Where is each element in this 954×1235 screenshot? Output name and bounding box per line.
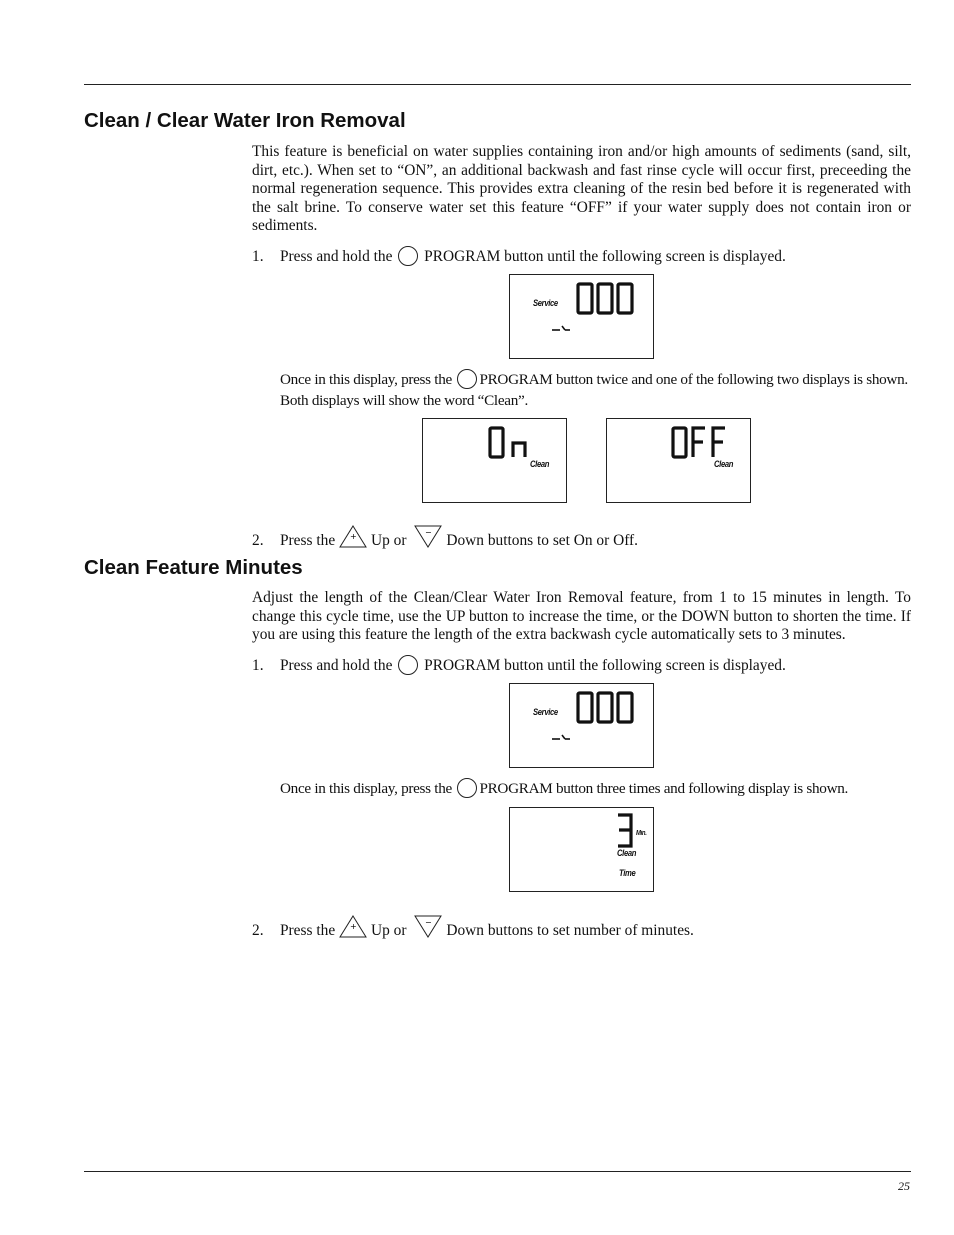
program-button-icon	[398, 246, 418, 266]
down-button-icon	[414, 525, 442, 549]
step-text-mid: Up or	[371, 922, 407, 939]
step-text-mid: Up or	[371, 532, 407, 549]
footer-rule	[84, 1171, 911, 1172]
header-rule	[84, 84, 911, 85]
step-text-before: Press the	[280, 922, 336, 939]
step-text-before: Press and hold the	[280, 248, 393, 265]
step-1	[252, 246, 922, 267]
svg-text:+: +	[350, 532, 357, 541]
lcd-label-service: Service	[533, 298, 558, 308]
note-text-before: Once in this display, press the	[280, 371, 452, 388]
step-2	[252, 525, 922, 551]
lcd-label-min: Min.	[636, 830, 647, 837]
step-number: 2.	[252, 922, 264, 939]
svg-text:−: −	[425, 528, 433, 537]
step-text-after: PROGRAM button until the following screen is displayed.	[424, 248, 786, 265]
note-text-after: PROGRAM button three times and following display is shown.	[479, 780, 849, 797]
lcd-char-F	[693, 428, 705, 457]
step-number: 1.	[252, 248, 264, 265]
note-text-before: Once in this display, press the	[280, 780, 452, 797]
lcd-label-clean: Clean	[714, 459, 734, 469]
program-note	[280, 778, 912, 799]
step-text-after: Down buttons to set On or Off.	[446, 532, 639, 549]
step-number: 1.	[252, 657, 264, 674]
program-button-icon	[457, 778, 477, 798]
step-text-before: Press and hold the	[280, 657, 393, 674]
up-button-icon	[339, 915, 367, 939]
valve-icon	[552, 326, 570, 330]
section-intro: Adjust the length of the Clean/Clear Water Iron Removal feature, from 1 to 15 minutes in length. To change this cycle time, use the UP button to increase the time, or the DOWN button to shorten the time. If you are using this feature the length of the extra backwash cycle automatically sets to 3 minutes.	[252, 589, 911, 644]
step-2	[252, 915, 922, 941]
lcd-display-on	[422, 418, 567, 503]
lcd-digits-000	[510, 684, 655, 769]
lcd-label-time: Time	[619, 868, 636, 878]
section-title-clean-iron-removal: Clean / Clear Water Iron Removal	[84, 109, 406, 132]
section-intro: This feature is beneficial on water supplies containing iron and/or high amounts of sediments (sand, silt, dirt, etc.). When set to “ON”, an additional backwash and fast rinse cycle will occur first, preceeding the normal regeneration sequence. This provides extra cleaning of the resin bed before it is regenerated with the salt brine. To conserve water set this feature “OFF” if your water supply does not contain iron or sediments.	[252, 143, 911, 235]
step-text-after: PROGRAM button until the following screen is displayed.	[424, 657, 786, 674]
program-button-icon	[457, 369, 477, 389]
up-button-icon	[339, 525, 367, 549]
lcd-display-clean-time	[509, 807, 654, 892]
lcd-display-off	[606, 418, 751, 503]
lcd-char-O	[673, 428, 686, 457]
lcd-digit-3	[618, 815, 631, 846]
section-title-clean-feature-minutes: Clean Feature Minutes	[84, 556, 303, 579]
lcd-char-F	[713, 428, 725, 457]
lcd-digits-000	[510, 275, 655, 360]
lcd-char-n	[513, 443, 525, 457]
svg-text:+: +	[350, 922, 357, 931]
svg-text:−: −	[425, 918, 433, 927]
step-1	[252, 655, 922, 676]
step-number: 2.	[252, 532, 264, 549]
lcd-label-service: Service	[533, 707, 558, 717]
valve-icon	[552, 735, 570, 739]
lcd-label-clean: Clean	[617, 848, 637, 858]
lcd-label-clean: Clean	[530, 459, 550, 469]
program-note	[280, 369, 912, 411]
step-text-before: Press the	[280, 532, 336, 549]
program-button-icon	[398, 655, 418, 675]
lcd-display-service	[509, 274, 654, 359]
lcd-display-service	[509, 683, 654, 768]
down-button-icon	[414, 915, 442, 939]
note-text-after: PROGRAM button twice and one of the following two displays is shown. Both displays will show the word “Clean”.	[280, 371, 908, 409]
lcd-char-O	[490, 428, 503, 457]
step-text-after: Down buttons to set number of minutes.	[446, 922, 694, 939]
page-number: 25	[898, 1179, 910, 1193]
